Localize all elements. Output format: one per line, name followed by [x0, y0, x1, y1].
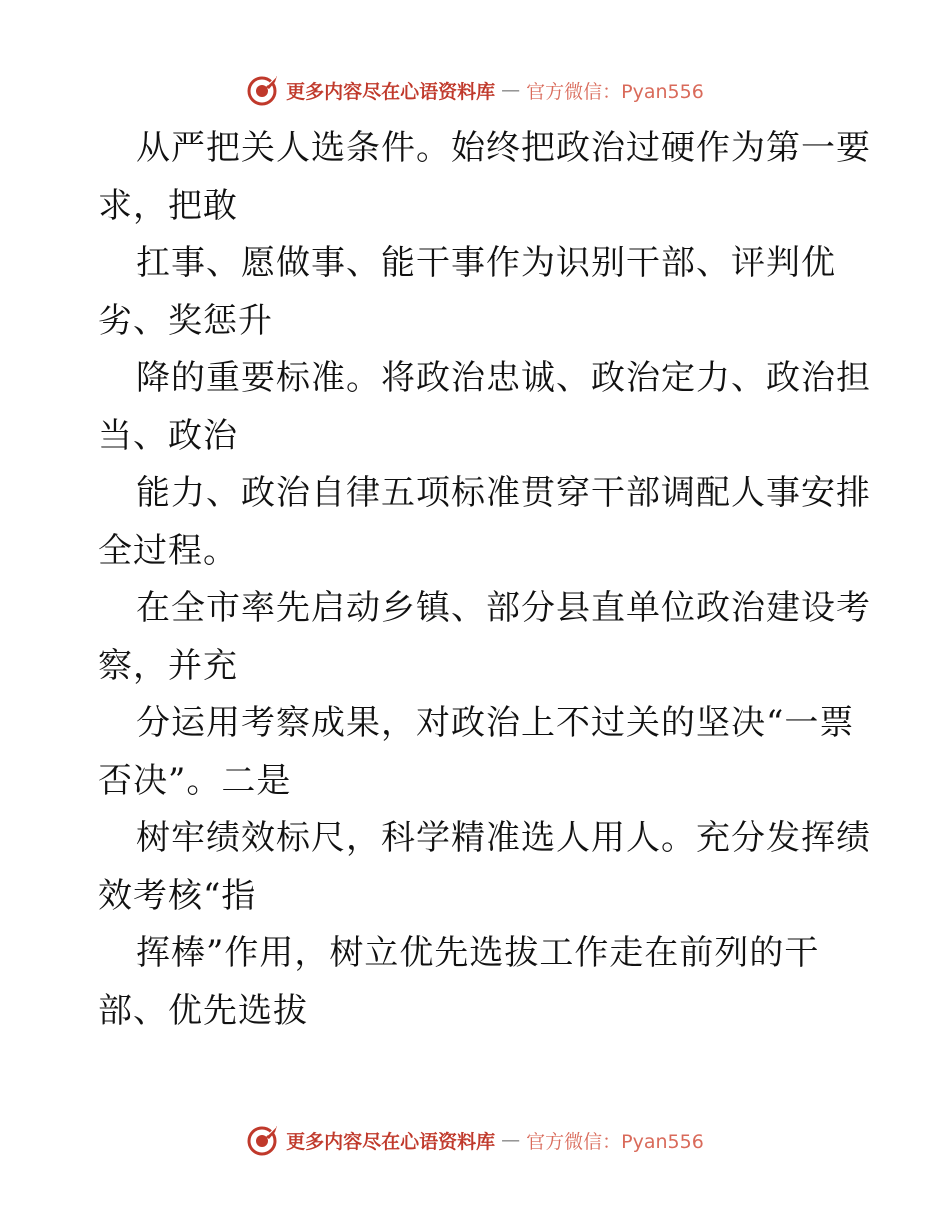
text-line: 求，把敢 [98, 185, 238, 226]
text-line: 在全市率先启动乡镇、部分县直单位政治建设考 [136, 588, 871, 628]
text-line: 全过程。 [98, 530, 238, 571]
text-line: 效考核“指 [98, 875, 257, 916]
text-line: 部、优先选拔 [98, 990, 308, 1031]
text-line: 从严把关人选条件。始终把政治过硬作为第一要 [136, 128, 871, 168]
quill-logo-icon [246, 1123, 280, 1157]
quill-logo-icon [246, 73, 280, 107]
text-line: 能力、政治自律五项标准贯穿干部调配人事安排 [136, 473, 871, 513]
banner-main-text: 更多内容尽在心语资料库 [286, 80, 496, 103]
text-line: 劣、奖惩升 [98, 300, 273, 341]
text-line: 降的重要标准。将政治忠诚、政治定力、政治担 [136, 358, 871, 398]
text-line: 察，并充 [98, 645, 238, 686]
text-line: 当、政治 [98, 415, 238, 456]
banner-dash: — [501, 1129, 521, 1151]
text-line: 树牢绩效标尺，科学精准选人用人。充分发挥绩 [136, 818, 871, 858]
text-line: 否决”。二是 [98, 760, 292, 801]
banner-wechat-text: 官方微信：Pyan556 [526, 1130, 704, 1153]
text-line: 挥棒”作用，树立优先选拔工作走在前列的干 [136, 933, 820, 973]
banner-wechat-text: 官方微信：Pyan556 [526, 80, 704, 103]
footer-banner [0, 1120, 950, 1160]
banner-dash: — [501, 79, 521, 101]
text-line: 分运用考察成果，对政治上不过关的坚决“一票 [136, 703, 855, 743]
text-line: 扛事、愿做事、能干事作为识别干部、评判优 [136, 243, 836, 283]
document-body [98, 120, 871, 1040]
banner-main-text: 更多内容尽在心语资料库 [286, 1130, 496, 1153]
header-banner [0, 70, 950, 110]
